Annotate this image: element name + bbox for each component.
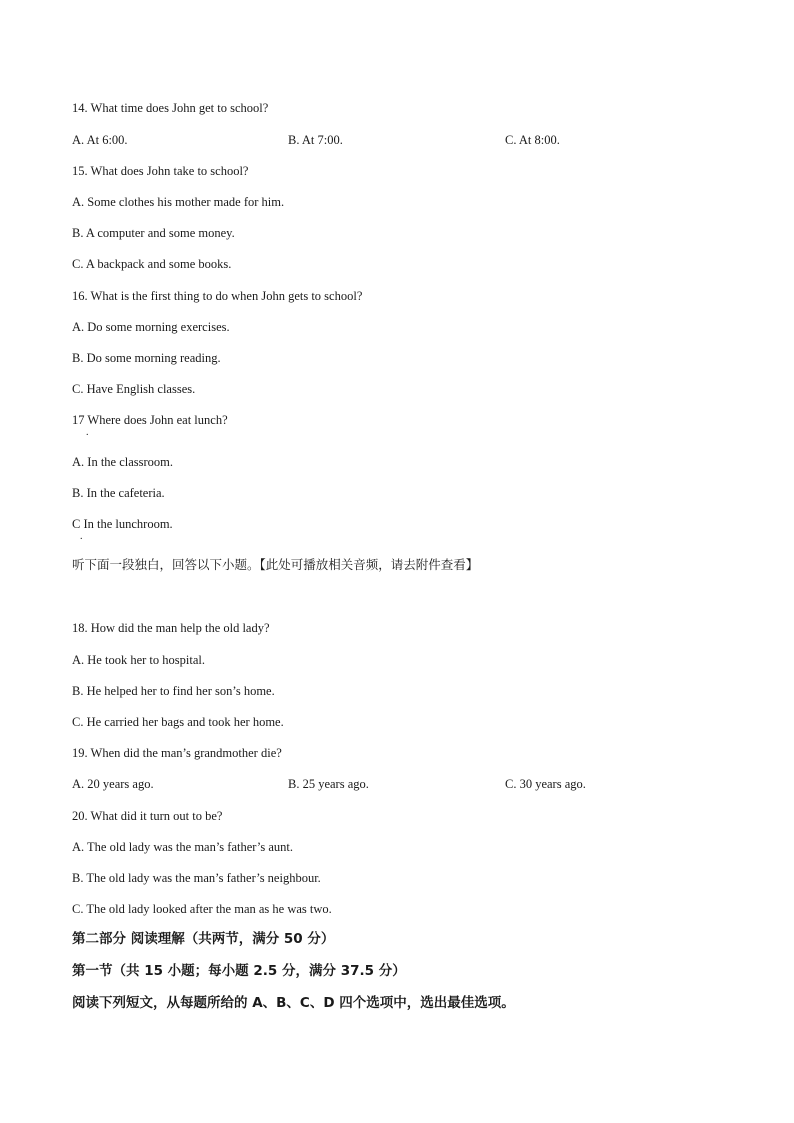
- question-14: 14. What time does John get to school?: [72, 101, 269, 115]
- question-20: 20. What did it turn out to be?: [72, 809, 223, 823]
- q14-option-c: C. At 8:00.: [505, 133, 560, 147]
- question-15: 15. What does John take to school?: [72, 164, 249, 178]
- q17-option-a: A. In the classroom.: [72, 455, 174, 469]
- q17-option-c: C In the lunchroom.: [72, 517, 173, 531]
- q15-option-b: B. A computer and some money.: [72, 226, 235, 240]
- q14-option-b: B. At 7:00.: [288, 133, 343, 147]
- question-18: 18. How did the man help the old lady?: [72, 621, 270, 635]
- q19-option-a: A. 20 years ago.: [72, 777, 154, 791]
- q19-option-b: B. 25 years ago.: [288, 777, 369, 791]
- q19-option-c: C. 30 years ago.: [505, 777, 586, 791]
- q15-option-c: C. A backpack and some books.: [72, 257, 232, 271]
- q20-option-c: C. The old lady looked after the man as he was two.: [72, 902, 332, 916]
- q14-option-a: A. At 6:00.: [72, 133, 128, 147]
- section-2-subtitle: 第一节（共 15 小题；每小题 2.5 分，满分 37.5 分）: [72, 963, 406, 979]
- q18-option-a: A. He took her to hospital.: [72, 653, 205, 667]
- q18-option-b: B. He helped her to find her son’s home.: [72, 684, 275, 698]
- q16-option-b: B. Do some morning reading.: [72, 351, 221, 365]
- listening-instruction: 听下面一段独白，回答以下小题。【此处可播放相关音频，请去附件查看】: [72, 557, 479, 572]
- q16-option-c: C. Have English classes.: [72, 382, 196, 396]
- q18-option-c: C. He carried her bags and took her home.: [72, 715, 284, 729]
- question-17: 17 Where does John eat lunch?: [72, 413, 228, 427]
- q20-option-a: A. The old lady was the man’s father’s aunt.: [72, 840, 294, 854]
- q17-option-b: B. In the cafeteria.: [72, 486, 165, 500]
- q20-option-b: B. The old lady was the man’s father’s neighbour.: [72, 871, 321, 885]
- question-16: 16. What is the first thing to do when John gets to school?: [72, 289, 363, 303]
- section-2-title: 第二部分 阅读理解（共两节，满分 50 分）: [72, 931, 335, 947]
- question-19: 19. When did the man’s grandmother die?: [72, 746, 282, 760]
- q16-option-a: A. Do some morning exercises.: [72, 320, 230, 334]
- punctuation-dot: .: [86, 427, 89, 438]
- punctuation-dot: .: [80, 531, 83, 542]
- q15-option-a: A. Some clothes his mother made for him.: [72, 195, 285, 209]
- section-2-instruction: 阅读下列短文，从每题所给的 A、B、C、D 四个选项中，选出最佳选项。: [72, 995, 515, 1011]
